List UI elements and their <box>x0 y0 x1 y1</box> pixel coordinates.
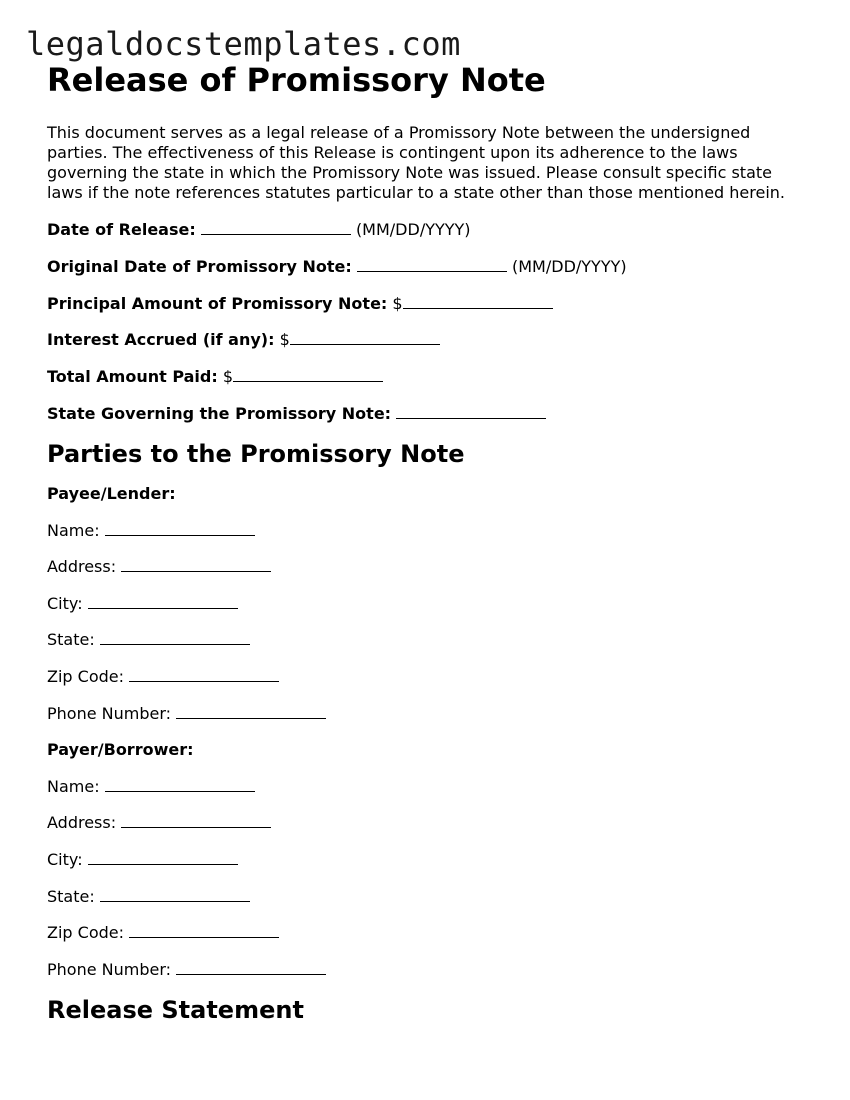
payer-zip-field <box>47 923 817 943</box>
payee-city-blank[interactable] <box>88 594 238 609</box>
field-label: State Governing the Promissory Note: <box>47 403 392 423</box>
intro-paragraph: This document serves as a legal release of a Promissory Note between the undersigned parties. The effectiveness of this Release is contingent upon its adherence to the laws governing the state in which the Promissory Note was issued. Please consult specific state laws if the note references statutes particular to a state other than those mentioned herein. <box>47 123 786 202</box>
site-watermark: legaldocstemplates.com <box>26 25 461 63</box>
field-label: Name: <box>47 776 100 796</box>
payer-address-blank[interactable] <box>121 813 271 828</box>
field-label: Total Amount Paid: <box>47 367 218 387</box>
document-title: Release of Promissory Note <box>47 61 546 99</box>
payer-city-blank[interactable] <box>88 850 238 865</box>
total-paid-blank[interactable] <box>233 367 383 382</box>
field-label: Name: <box>47 520 100 540</box>
field-label: Phone Number: <box>47 959 172 979</box>
field-label: Interest Accrued (if any): <box>47 330 275 350</box>
field-state-governing <box>47 404 817 424</box>
payee-zip-blank[interactable] <box>129 667 279 682</box>
date-of-release-blank[interactable] <box>201 220 351 235</box>
currency-symbol: $ <box>392 293 403 313</box>
field-label: City: <box>47 593 83 613</box>
field-label: Zip Code: <box>47 666 124 686</box>
payee-address-blank[interactable] <box>121 557 271 572</box>
payee-name-field <box>47 521 817 541</box>
document-page <box>47 58 817 1026</box>
date-format-hint: (MM/DD/YYYY) <box>355 220 471 239</box>
field-label: Address: <box>47 557 117 577</box>
field-label: Date of Release: <box>47 220 196 239</box>
currency-symbol: $ <box>279 330 290 350</box>
payer-city-field <box>47 850 817 870</box>
payer-state-field <box>47 887 817 907</box>
payee-phone-field <box>47 704 817 724</box>
field-label: Phone Number: <box>47 703 172 723</box>
payer-name-blank[interactable] <box>105 777 255 792</box>
field-original-date <box>47 257 817 277</box>
payee-state-blank[interactable] <box>100 630 250 645</box>
field-label: Address: <box>47 813 117 833</box>
payee-state-field <box>47 630 817 650</box>
field-label: City: <box>47 849 83 869</box>
field-label: State: <box>47 630 95 650</box>
release-statement-heading: Release Statement <box>47 995 304 1024</box>
payer-address-field <box>47 813 817 833</box>
principal-amount-blank[interactable] <box>403 294 553 309</box>
field-label: Original Date of Promissory Note: <box>47 256 352 276</box>
field-interest-accrued <box>47 330 817 350</box>
parties-heading: Parties to the Promissory Note <box>47 439 465 468</box>
payee-heading: Payee/Lender: <box>47 483 176 503</box>
payee-phone-blank[interactable] <box>176 704 326 719</box>
payee-address-field <box>47 557 817 577</box>
payer-zip-blank[interactable] <box>129 923 279 938</box>
payee-city-field <box>47 594 817 614</box>
field-label: Zip Code: <box>47 923 124 943</box>
field-label: State: <box>47 886 95 906</box>
payer-phone-field <box>47 960 817 980</box>
field-total-paid <box>47 367 817 387</box>
payer-state-blank[interactable] <box>100 887 250 902</box>
field-label: Principal Amount of Promissory Note: <box>47 293 388 313</box>
field-principal-amount <box>47 294 817 314</box>
payee-name-blank[interactable] <box>105 521 255 536</box>
currency-symbol: $ <box>222 367 234 387</box>
payer-heading: Payer/Borrower: <box>47 740 194 760</box>
payee-zip-field <box>47 667 817 687</box>
date-format-hint: (MM/DD/YYYY) <box>512 256 627 276</box>
payer-name-field <box>47 777 817 797</box>
interest-accrued-blank[interactable] <box>290 330 440 345</box>
original-date-blank[interactable] <box>357 257 507 272</box>
payer-phone-blank[interactable] <box>176 960 326 975</box>
state-governing-blank[interactable] <box>396 404 546 419</box>
field-date-of-release <box>47 220 817 240</box>
